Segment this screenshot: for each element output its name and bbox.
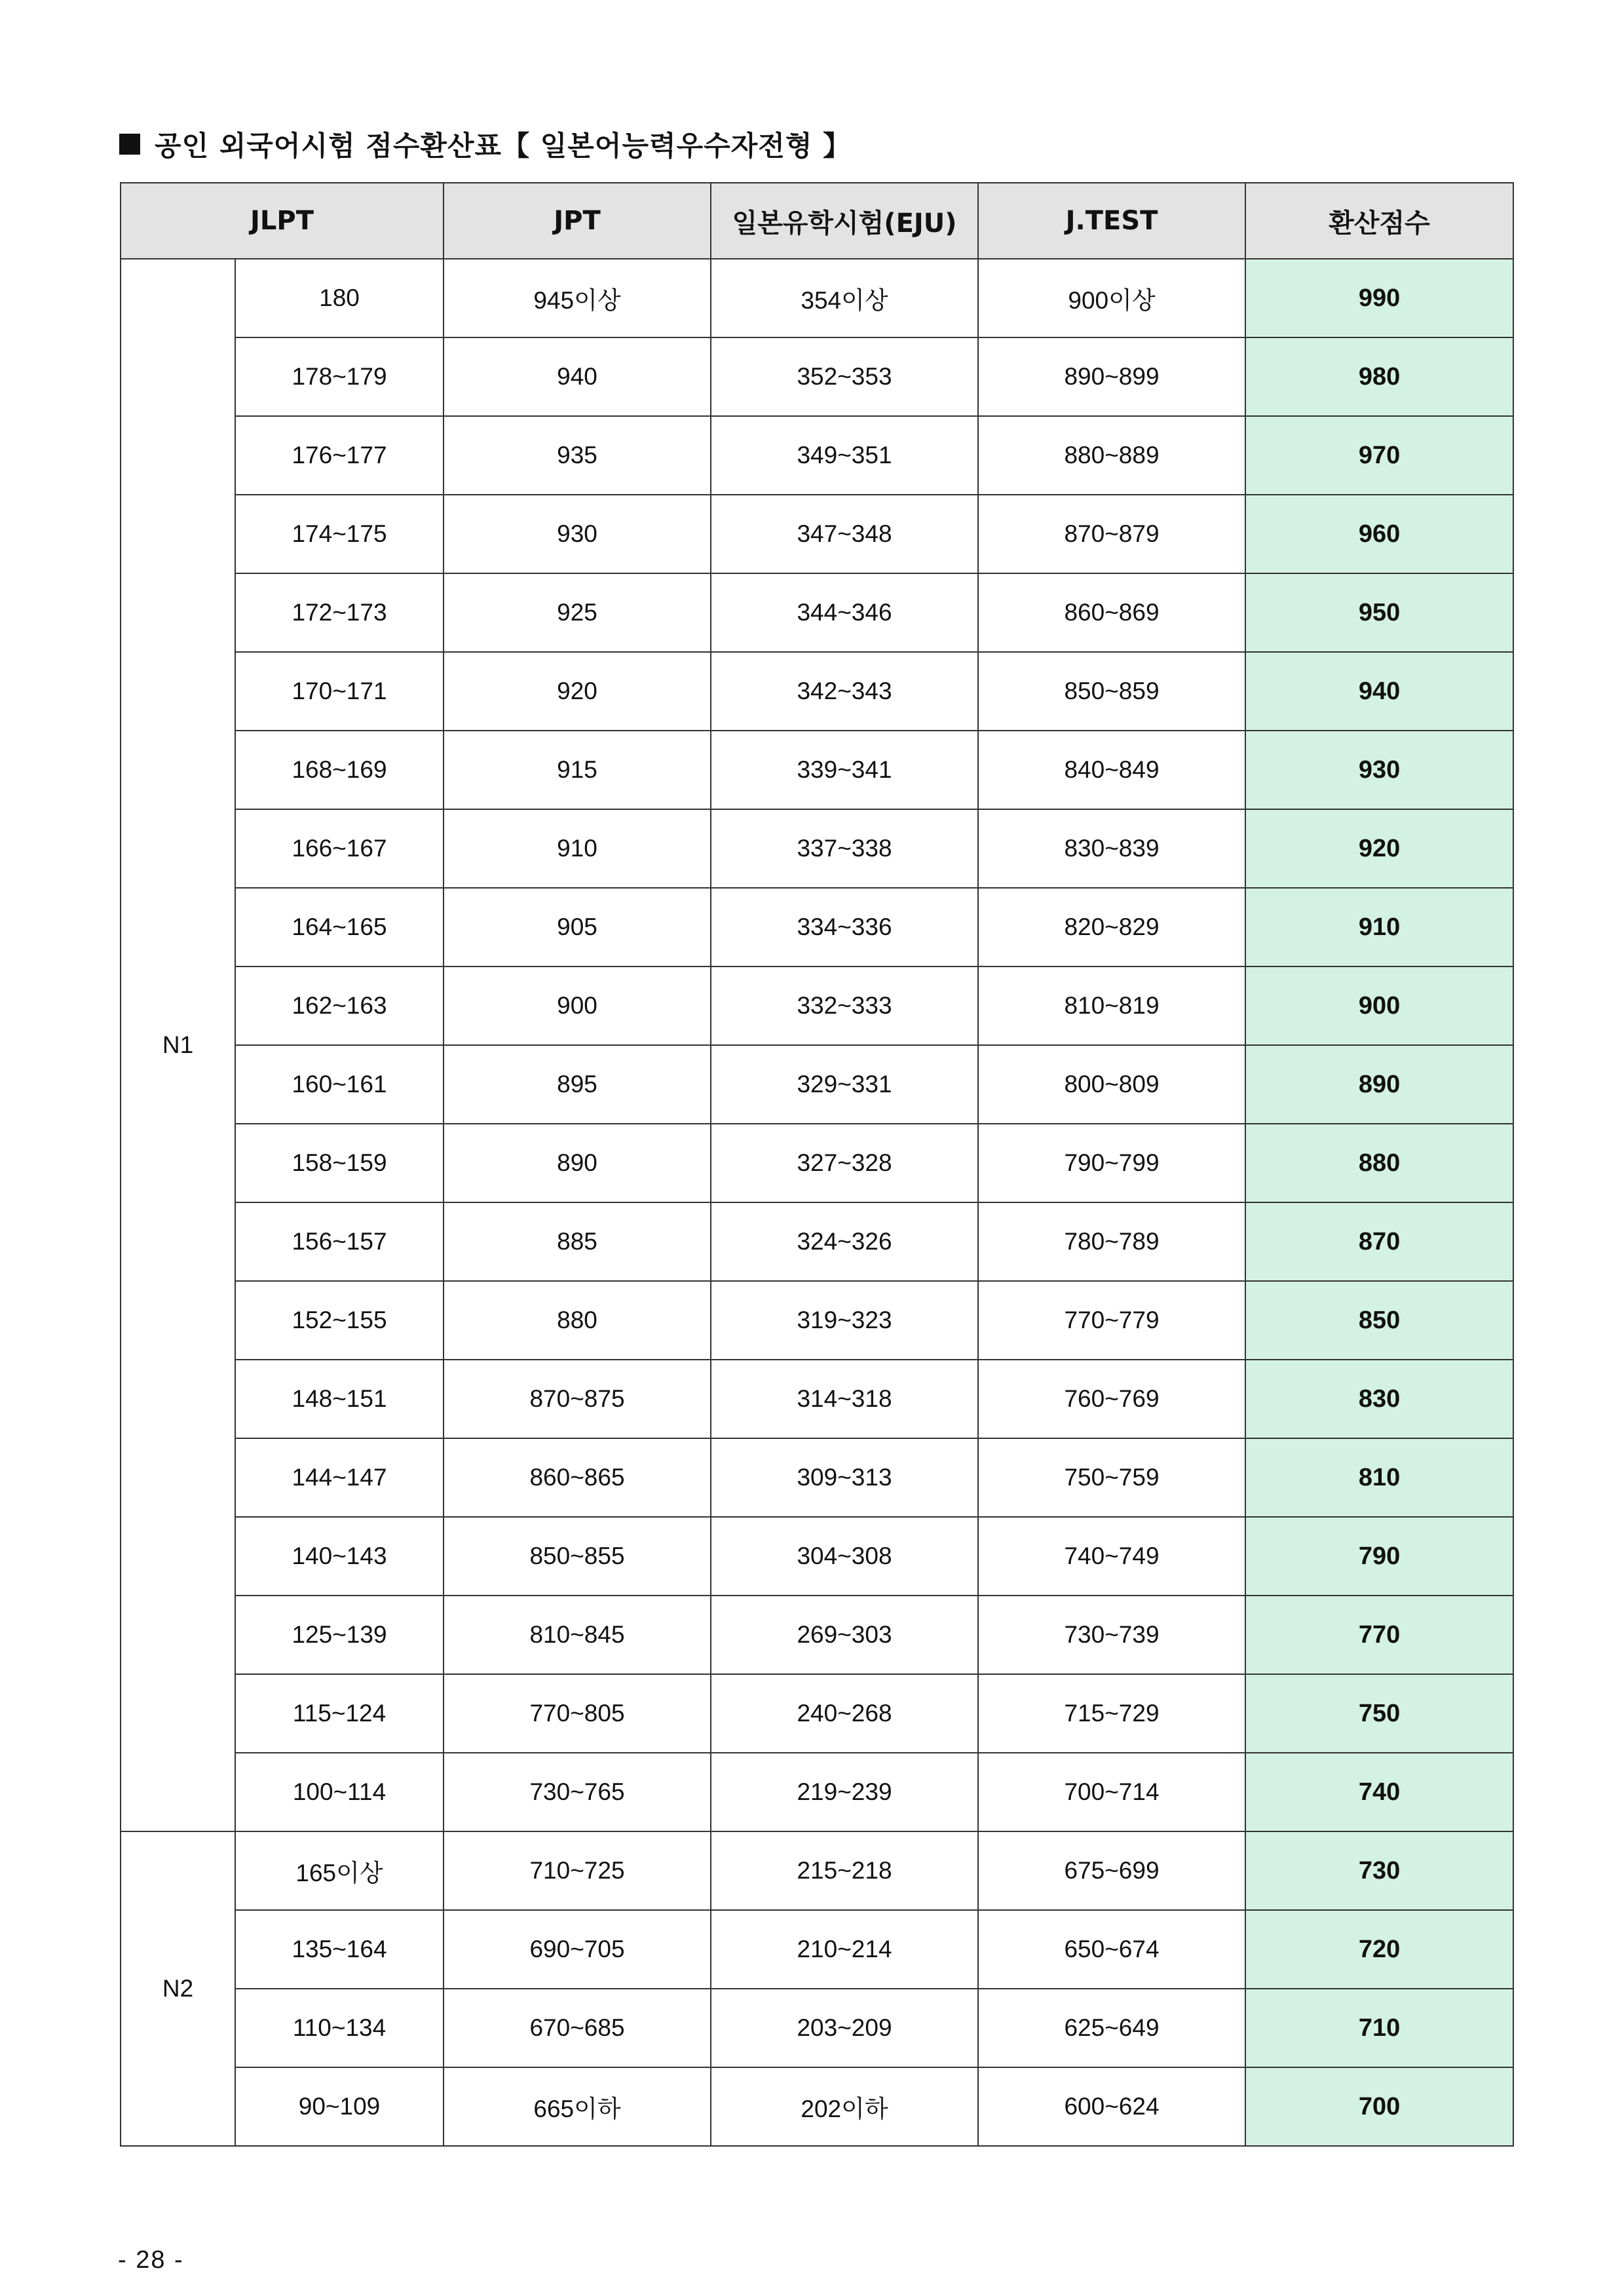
jtest-cell: 740~749 xyxy=(978,1517,1245,1596)
jlpt-cell: 110~134 xyxy=(235,1989,444,2067)
jlpt-cell: 148~151 xyxy=(235,1360,444,1438)
eju-cell: 327~328 xyxy=(711,1124,978,1202)
eju-cell: 319~323 xyxy=(711,1281,978,1360)
converted-score-cell: 910 xyxy=(1245,888,1513,966)
jtest-cell: 870~879 xyxy=(978,495,1245,573)
jlpt-cell: 152~155 xyxy=(235,1281,444,1360)
table-row xyxy=(121,416,1513,495)
jpt-cell: 945이상 xyxy=(444,259,711,337)
table-row xyxy=(121,1202,1513,1281)
jlpt-cell: 135~164 xyxy=(235,1910,444,1989)
jlpt-cell: 115~124 xyxy=(235,1674,444,1753)
jtest-cell: 890~899 xyxy=(978,337,1245,416)
converted-score-cell: 720 xyxy=(1245,1910,1513,1989)
table-row xyxy=(121,809,1513,888)
jpt-cell: 665이하 xyxy=(444,2067,711,2146)
header-jlpt: JLPT xyxy=(121,183,444,259)
converted-score-cell: 730 xyxy=(1245,1831,1513,1910)
jpt-cell: 730~765 xyxy=(444,1753,711,1831)
eju-cell: 329~331 xyxy=(711,1045,978,1124)
table-row xyxy=(121,1045,1513,1124)
jtest-cell: 830~839 xyxy=(978,809,1245,888)
jpt-cell: 670~685 xyxy=(444,1989,711,2067)
converted-score-cell: 770 xyxy=(1245,1596,1513,1674)
table-row xyxy=(121,1910,1513,1989)
jtest-cell: 820~829 xyxy=(978,888,1245,966)
table-row xyxy=(121,1124,1513,1202)
jtest-cell: 810~819 xyxy=(978,966,1245,1045)
jtest-cell: 800~809 xyxy=(978,1045,1245,1124)
table-row xyxy=(121,1753,1513,1831)
table-body xyxy=(121,259,1513,2146)
jlpt-cell: 125~139 xyxy=(235,1596,444,1674)
jpt-cell: 900 xyxy=(444,966,711,1045)
jlpt-cell: 168~169 xyxy=(235,731,444,809)
jtest-cell: 675~699 xyxy=(978,1831,1245,1910)
table-row xyxy=(121,259,1513,337)
table-row xyxy=(121,966,1513,1045)
jlpt-cell: 180 xyxy=(235,259,444,337)
jtest-cell: 625~649 xyxy=(978,1989,1245,2067)
converted-score-cell: 990 xyxy=(1245,259,1513,337)
eju-cell: 344~346 xyxy=(711,573,978,652)
jpt-cell: 810~845 xyxy=(444,1596,711,1674)
converted-score-cell: 850 xyxy=(1245,1281,1513,1360)
table-row xyxy=(121,1831,1513,1910)
jtest-cell: 700~714 xyxy=(978,1753,1245,1831)
table-row xyxy=(121,495,1513,573)
jpt-cell: 870~875 xyxy=(444,1360,711,1438)
converted-score-cell: 980 xyxy=(1245,337,1513,416)
table-row xyxy=(121,2067,1513,2146)
table-row xyxy=(121,1281,1513,1360)
converted-score-cell: 890 xyxy=(1245,1045,1513,1124)
table-row xyxy=(121,1438,1513,1517)
eju-cell: 334~336 xyxy=(711,888,978,966)
converted-score-cell: 930 xyxy=(1245,731,1513,809)
black-square-icon xyxy=(119,134,140,155)
eju-cell: 215~218 xyxy=(711,1831,978,1910)
table-row xyxy=(121,888,1513,966)
jpt-cell: 915 xyxy=(444,731,711,809)
jtest-cell: 600~624 xyxy=(978,2067,1245,2146)
jlpt-cell: 144~147 xyxy=(235,1438,444,1517)
table-row xyxy=(121,652,1513,731)
jpt-cell: 850~855 xyxy=(444,1517,711,1596)
eju-cell: 347~348 xyxy=(711,495,978,573)
table-row xyxy=(121,337,1513,416)
converted-score-cell: 750 xyxy=(1245,1674,1513,1753)
jlpt-cell: 176~177 xyxy=(235,416,444,495)
jpt-cell: 880 xyxy=(444,1281,711,1360)
converted-score-cell: 740 xyxy=(1245,1753,1513,1831)
table-row xyxy=(121,1517,1513,1596)
jtest-cell: 730~739 xyxy=(978,1596,1245,1674)
jpt-cell: 935 xyxy=(444,416,711,495)
jtest-cell: 770~779 xyxy=(978,1281,1245,1360)
jtest-cell: 750~759 xyxy=(978,1438,1245,1517)
jlpt-cell: 140~143 xyxy=(235,1517,444,1596)
jpt-cell: 770~805 xyxy=(444,1674,711,1753)
jlpt-cell: 156~157 xyxy=(235,1202,444,1281)
jlpt-cell: 164~165 xyxy=(235,888,444,966)
jlpt-cell: 160~161 xyxy=(235,1045,444,1124)
jpt-cell: 940 xyxy=(444,337,711,416)
eju-cell: 269~303 xyxy=(711,1596,978,1674)
eju-cell: 304~308 xyxy=(711,1517,978,1596)
jpt-cell: 860~865 xyxy=(444,1438,711,1517)
eju-cell: 202이하 xyxy=(711,2067,978,2146)
eju-cell: 342~343 xyxy=(711,652,978,731)
converted-score-cell: 810 xyxy=(1245,1438,1513,1517)
jpt-cell: 930 xyxy=(444,495,711,573)
jpt-cell: 710~725 xyxy=(444,1831,711,1910)
jpt-cell: 690~705 xyxy=(444,1910,711,1989)
title-text: 공인 외국어시험 점수환산표【 일본어능력우수자전형 】 xyxy=(155,130,852,162)
jpt-cell: 905 xyxy=(444,888,711,966)
table-row xyxy=(121,731,1513,809)
level-cell: N2 xyxy=(121,1831,235,2146)
jlpt-cell: 90~109 xyxy=(235,2067,444,2146)
jtest-cell: 840~849 xyxy=(978,731,1245,809)
converted-score-cell: 940 xyxy=(1245,652,1513,731)
jpt-cell: 925 xyxy=(444,573,711,652)
header-converted-score: 환산점수 xyxy=(1245,183,1513,259)
table-row xyxy=(121,1989,1513,2067)
eju-cell: 339~341 xyxy=(711,731,978,809)
eju-cell: 352~353 xyxy=(711,337,978,416)
jpt-cell: 890 xyxy=(444,1124,711,1202)
table-row xyxy=(121,1360,1513,1438)
converted-score-cell: 970 xyxy=(1245,416,1513,495)
eju-cell: 240~268 xyxy=(711,1674,978,1753)
jlpt-cell: 174~175 xyxy=(235,495,444,573)
table-row xyxy=(121,1596,1513,1674)
converted-score-cell: 960 xyxy=(1245,495,1513,573)
jtest-cell: 715~729 xyxy=(978,1674,1245,1753)
jlpt-cell: 170~171 xyxy=(235,652,444,731)
jlpt-cell: 166~167 xyxy=(235,809,444,888)
level-cell: N1 xyxy=(121,259,235,1831)
header-eju: 일본유학시험(EJU) xyxy=(711,183,978,259)
converted-score-cell: 830 xyxy=(1245,1360,1513,1438)
jtest-cell: 790~799 xyxy=(978,1124,1245,1202)
document-title xyxy=(119,124,851,164)
jpt-cell: 910 xyxy=(444,809,711,888)
score-conversion-table xyxy=(120,182,1514,2147)
table-row xyxy=(121,573,1513,652)
jtest-cell: 880~889 xyxy=(978,416,1245,495)
eju-cell: 210~214 xyxy=(711,1910,978,1989)
eju-cell: 349~351 xyxy=(711,416,978,495)
jtest-cell: 860~869 xyxy=(978,573,1245,652)
eju-cell: 337~338 xyxy=(711,809,978,888)
eju-cell: 314~318 xyxy=(711,1360,978,1438)
eju-cell: 309~313 xyxy=(711,1438,978,1517)
jtest-cell: 780~789 xyxy=(978,1202,1245,1281)
eju-cell: 219~239 xyxy=(711,1753,978,1831)
converted-score-cell: 700 xyxy=(1245,2067,1513,2146)
header-jpt: JPT xyxy=(444,183,711,259)
header-jtest: J.TEST xyxy=(978,183,1245,259)
jtest-cell: 900이상 xyxy=(978,259,1245,337)
page-number: - 28 - xyxy=(118,2246,184,2274)
jlpt-cell: 100~114 xyxy=(235,1753,444,1831)
jpt-cell: 920 xyxy=(444,652,711,731)
converted-score-cell: 710 xyxy=(1245,1989,1513,2067)
table-header-row xyxy=(121,183,1513,259)
jlpt-cell: 178~179 xyxy=(235,337,444,416)
jpt-cell: 895 xyxy=(444,1045,711,1124)
jtest-cell: 760~769 xyxy=(978,1360,1245,1438)
jtest-cell: 850~859 xyxy=(978,652,1245,731)
jlpt-cell: 162~163 xyxy=(235,966,444,1045)
jlpt-cell: 165이상 xyxy=(235,1831,444,1910)
converted-score-cell: 950 xyxy=(1245,573,1513,652)
jlpt-cell: 172~173 xyxy=(235,573,444,652)
jpt-cell: 885 xyxy=(444,1202,711,1281)
table-row xyxy=(121,1674,1513,1753)
eju-cell: 203~209 xyxy=(711,1989,978,2067)
eju-cell: 324~326 xyxy=(711,1202,978,1281)
converted-score-cell: 900 xyxy=(1245,966,1513,1045)
eju-cell: 354이상 xyxy=(711,259,978,337)
eju-cell: 332~333 xyxy=(711,966,978,1045)
converted-score-cell: 790 xyxy=(1245,1517,1513,1596)
jlpt-cell: 158~159 xyxy=(235,1124,444,1202)
converted-score-cell: 870 xyxy=(1245,1202,1513,1281)
jtest-cell: 650~674 xyxy=(978,1910,1245,1989)
converted-score-cell: 920 xyxy=(1245,809,1513,888)
converted-score-cell: 880 xyxy=(1245,1124,1513,1202)
